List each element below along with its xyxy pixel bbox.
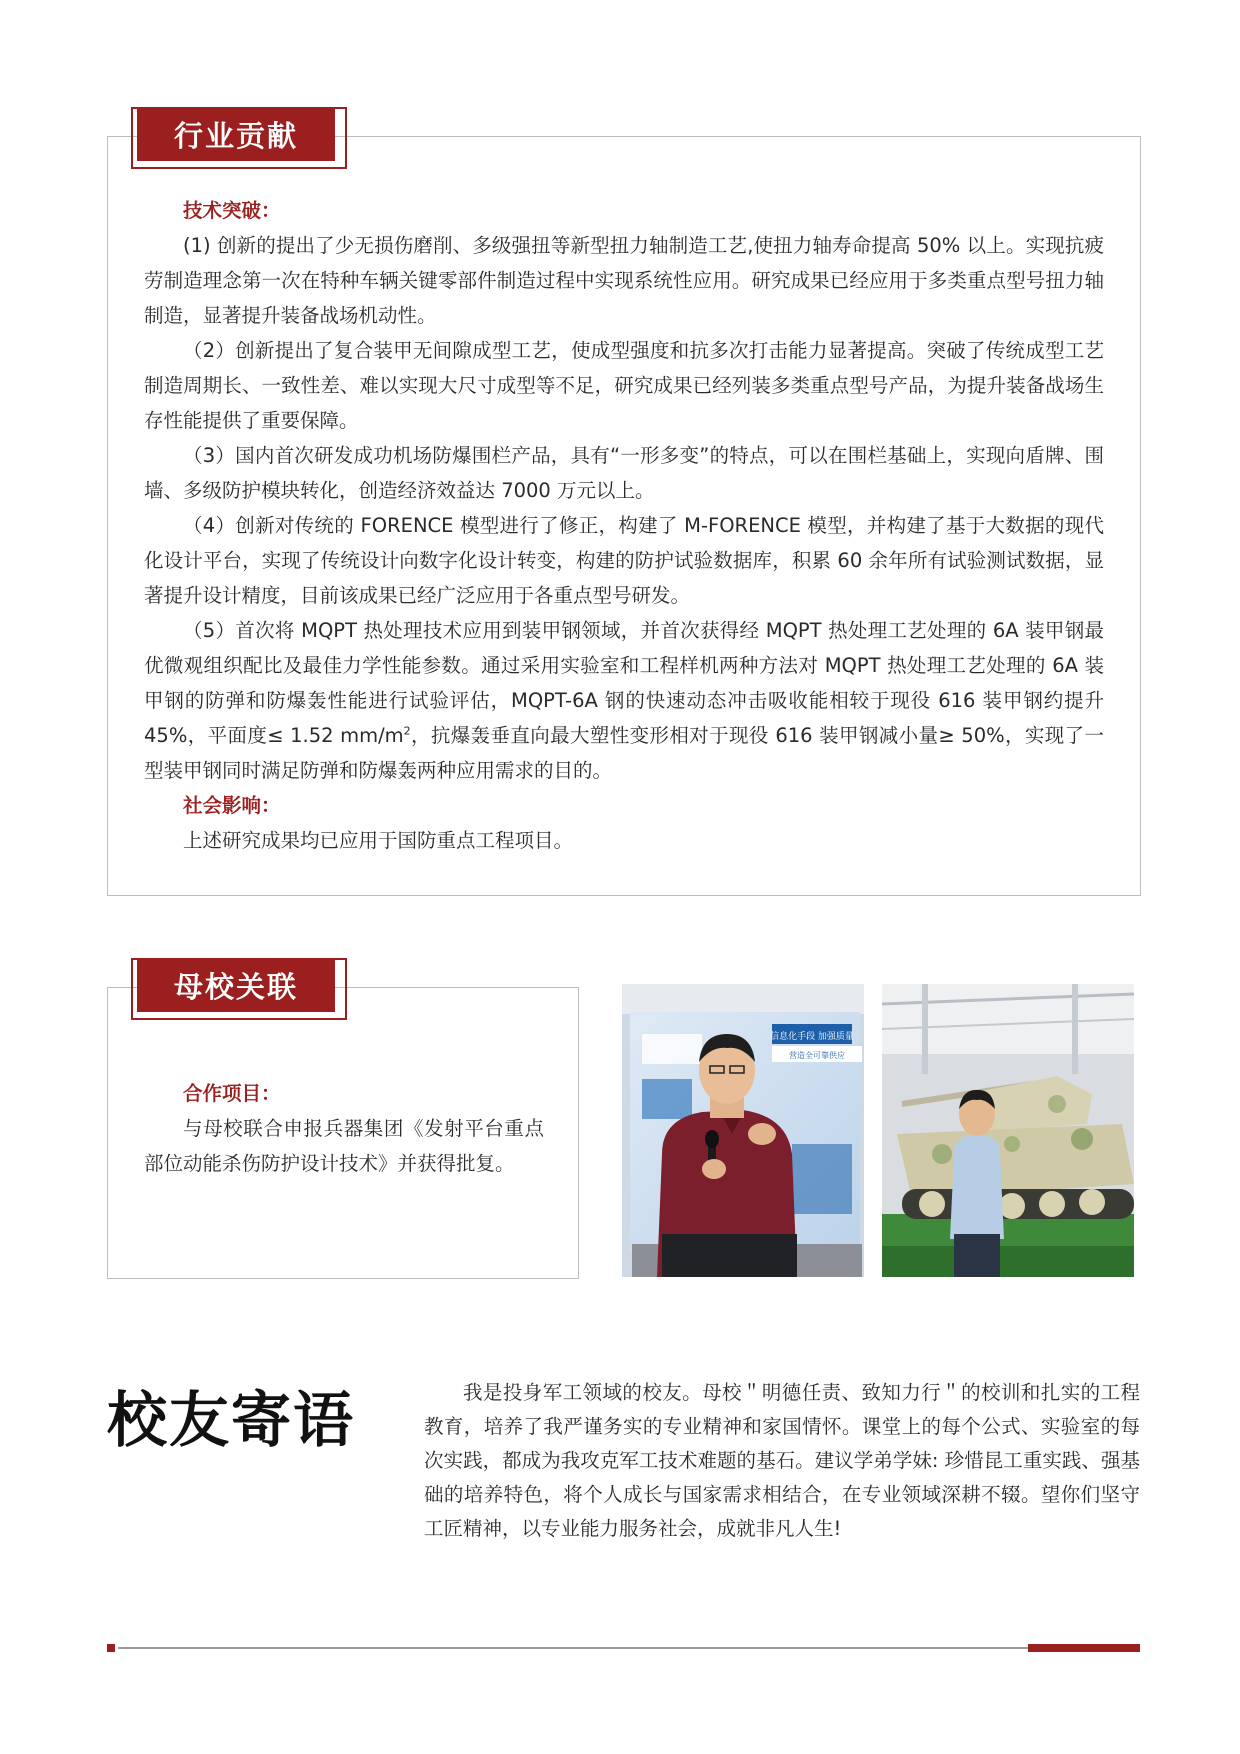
photo-speaker bbox=[622, 984, 864, 1277]
tech-paragraph-5-part-a: （5）首次将 MQPT 热处理技术应用到装甲钢领域，并首次获得经 MQPT 热处理工艺处理的 6A 装甲钢最优微观组织配比及最佳力学性能参数。通过采用实验室和工程样机两种方法对 MQPT 热处理工艺处理的 6A 装甲钢的防弹和防爆轰性能进行试验评估，MQPT-6A 钢的快速动态冲击吸收能相较于现役 616 装甲钢约提升 45%，平面度≤ 1.52 mm/m bbox=[144, 619, 1104, 747]
photo-tank-exhibit bbox=[882, 984, 1134, 1277]
photo-tank-illustration bbox=[882, 984, 1134, 1277]
tech-breakthrough-heading: 技术突破： bbox=[183, 199, 281, 222]
alumni-message-text: 我是投身军工领域的校友。母校＂明德任责、致知力行＂的校训和扎实的工程教育，培养了我严谨务实的专业精神和家国情怀。课堂上的每个公式、实验室的每次实践，都成为我攻克军工技术难题的基石。建议学弟学妹: 珍惜昆工重实践、强基础的培养特色，将个人成长与国家需求相结合，在专业领域深耕不辍。望你们坚守工匠精神，以专业能力服务社会，成就非凡人生! bbox=[424, 1381, 1140, 1540]
screen-text-2: 营造全可靠供应 bbox=[789, 1051, 845, 1060]
industry-tag: 行业贡献 bbox=[137, 107, 335, 161]
screen-text-1: 信息化手段 加强质量 bbox=[770, 1032, 854, 1042]
industry-content bbox=[144, 193, 1104, 858]
superscript-2: 2 bbox=[403, 724, 411, 738]
alma-mater-content bbox=[144, 1076, 544, 1181]
footer-right-bar bbox=[1028, 1644, 1140, 1652]
social-impact-heading: 社会影响： bbox=[183, 794, 281, 817]
tech-paragraph-5-part-b: ，抗爆轰垂直向最大塑性变形相对于现役 616 装甲钢减小量≥ 50%，实现了一型装甲钢同时满足防弹和防爆轰两种应用需求的目的。 bbox=[144, 724, 1104, 782]
alumni-message-title: 校友寄语 bbox=[107, 1386, 355, 1456]
tech-paragraph-4: （4）创新对传统的 FORENCE 模型进行了修正，构建了 M-FORENCE 模型，并构建了基于大数据的现代化设计平台，实现了传统设计向数字化设计转变，构建的防护试验数据库，积累 60 余年所有试验测试数据，显著提升设计精度，目前该成果已经广泛应用于各重点型号研发。 bbox=[144, 514, 1104, 607]
cooperation-heading: 合作项目： bbox=[183, 1082, 281, 1105]
footer-line bbox=[118, 1647, 1028, 1649]
tech-paragraph-2: （2）创新提出了复合装甲无间隙成型工艺，使成型强度和抗多次打击能力显著提高。突破了传统成型工艺制造周期长、一致性差、难以实现大尺寸成型等不足，研究成果已经列装多类重点型号产品，为提升装备战场生存性能提供了重要保障。 bbox=[144, 339, 1104, 432]
tech-paragraph-1: (1) 创新的提出了少无损伤磨削、多级强扭等新型扭力轴制造工艺,使扭力轴寿命提高 50% 以上。实现抗疲劳制造理念第一次在特种车辆关键零部件制造过程中实现系统性应用。研究成果已经应用于多类重点型号扭力轴制造，显著提升装备战场机动性。 bbox=[144, 234, 1104, 327]
tech-paragraph-5 bbox=[144, 613, 1104, 788]
alma-mater-tag: 母校关联 bbox=[137, 958, 335, 1012]
tech-paragraph-3: （3）国内首次研发成功机场防爆围栏产品，具有“一形多变”的特点，可以在围栏基础上，实现向盾牌、围墙、多级防护模块转化，创造经济效益达 7000 万元以上。 bbox=[144, 444, 1104, 502]
footer-left-mark bbox=[107, 1644, 115, 1652]
alumni-message-content bbox=[424, 1376, 1140, 1546]
cooperation-text: 与母校联合申报兵器集团《发射平台重点部位动能杀伤防护设计技术》并获得批复。 bbox=[144, 1117, 544, 1175]
photo-speaker-illustration bbox=[622, 984, 864, 1277]
social-impact-text: 上述研究成果均已应用于国防重点工程项目。 bbox=[183, 829, 574, 852]
